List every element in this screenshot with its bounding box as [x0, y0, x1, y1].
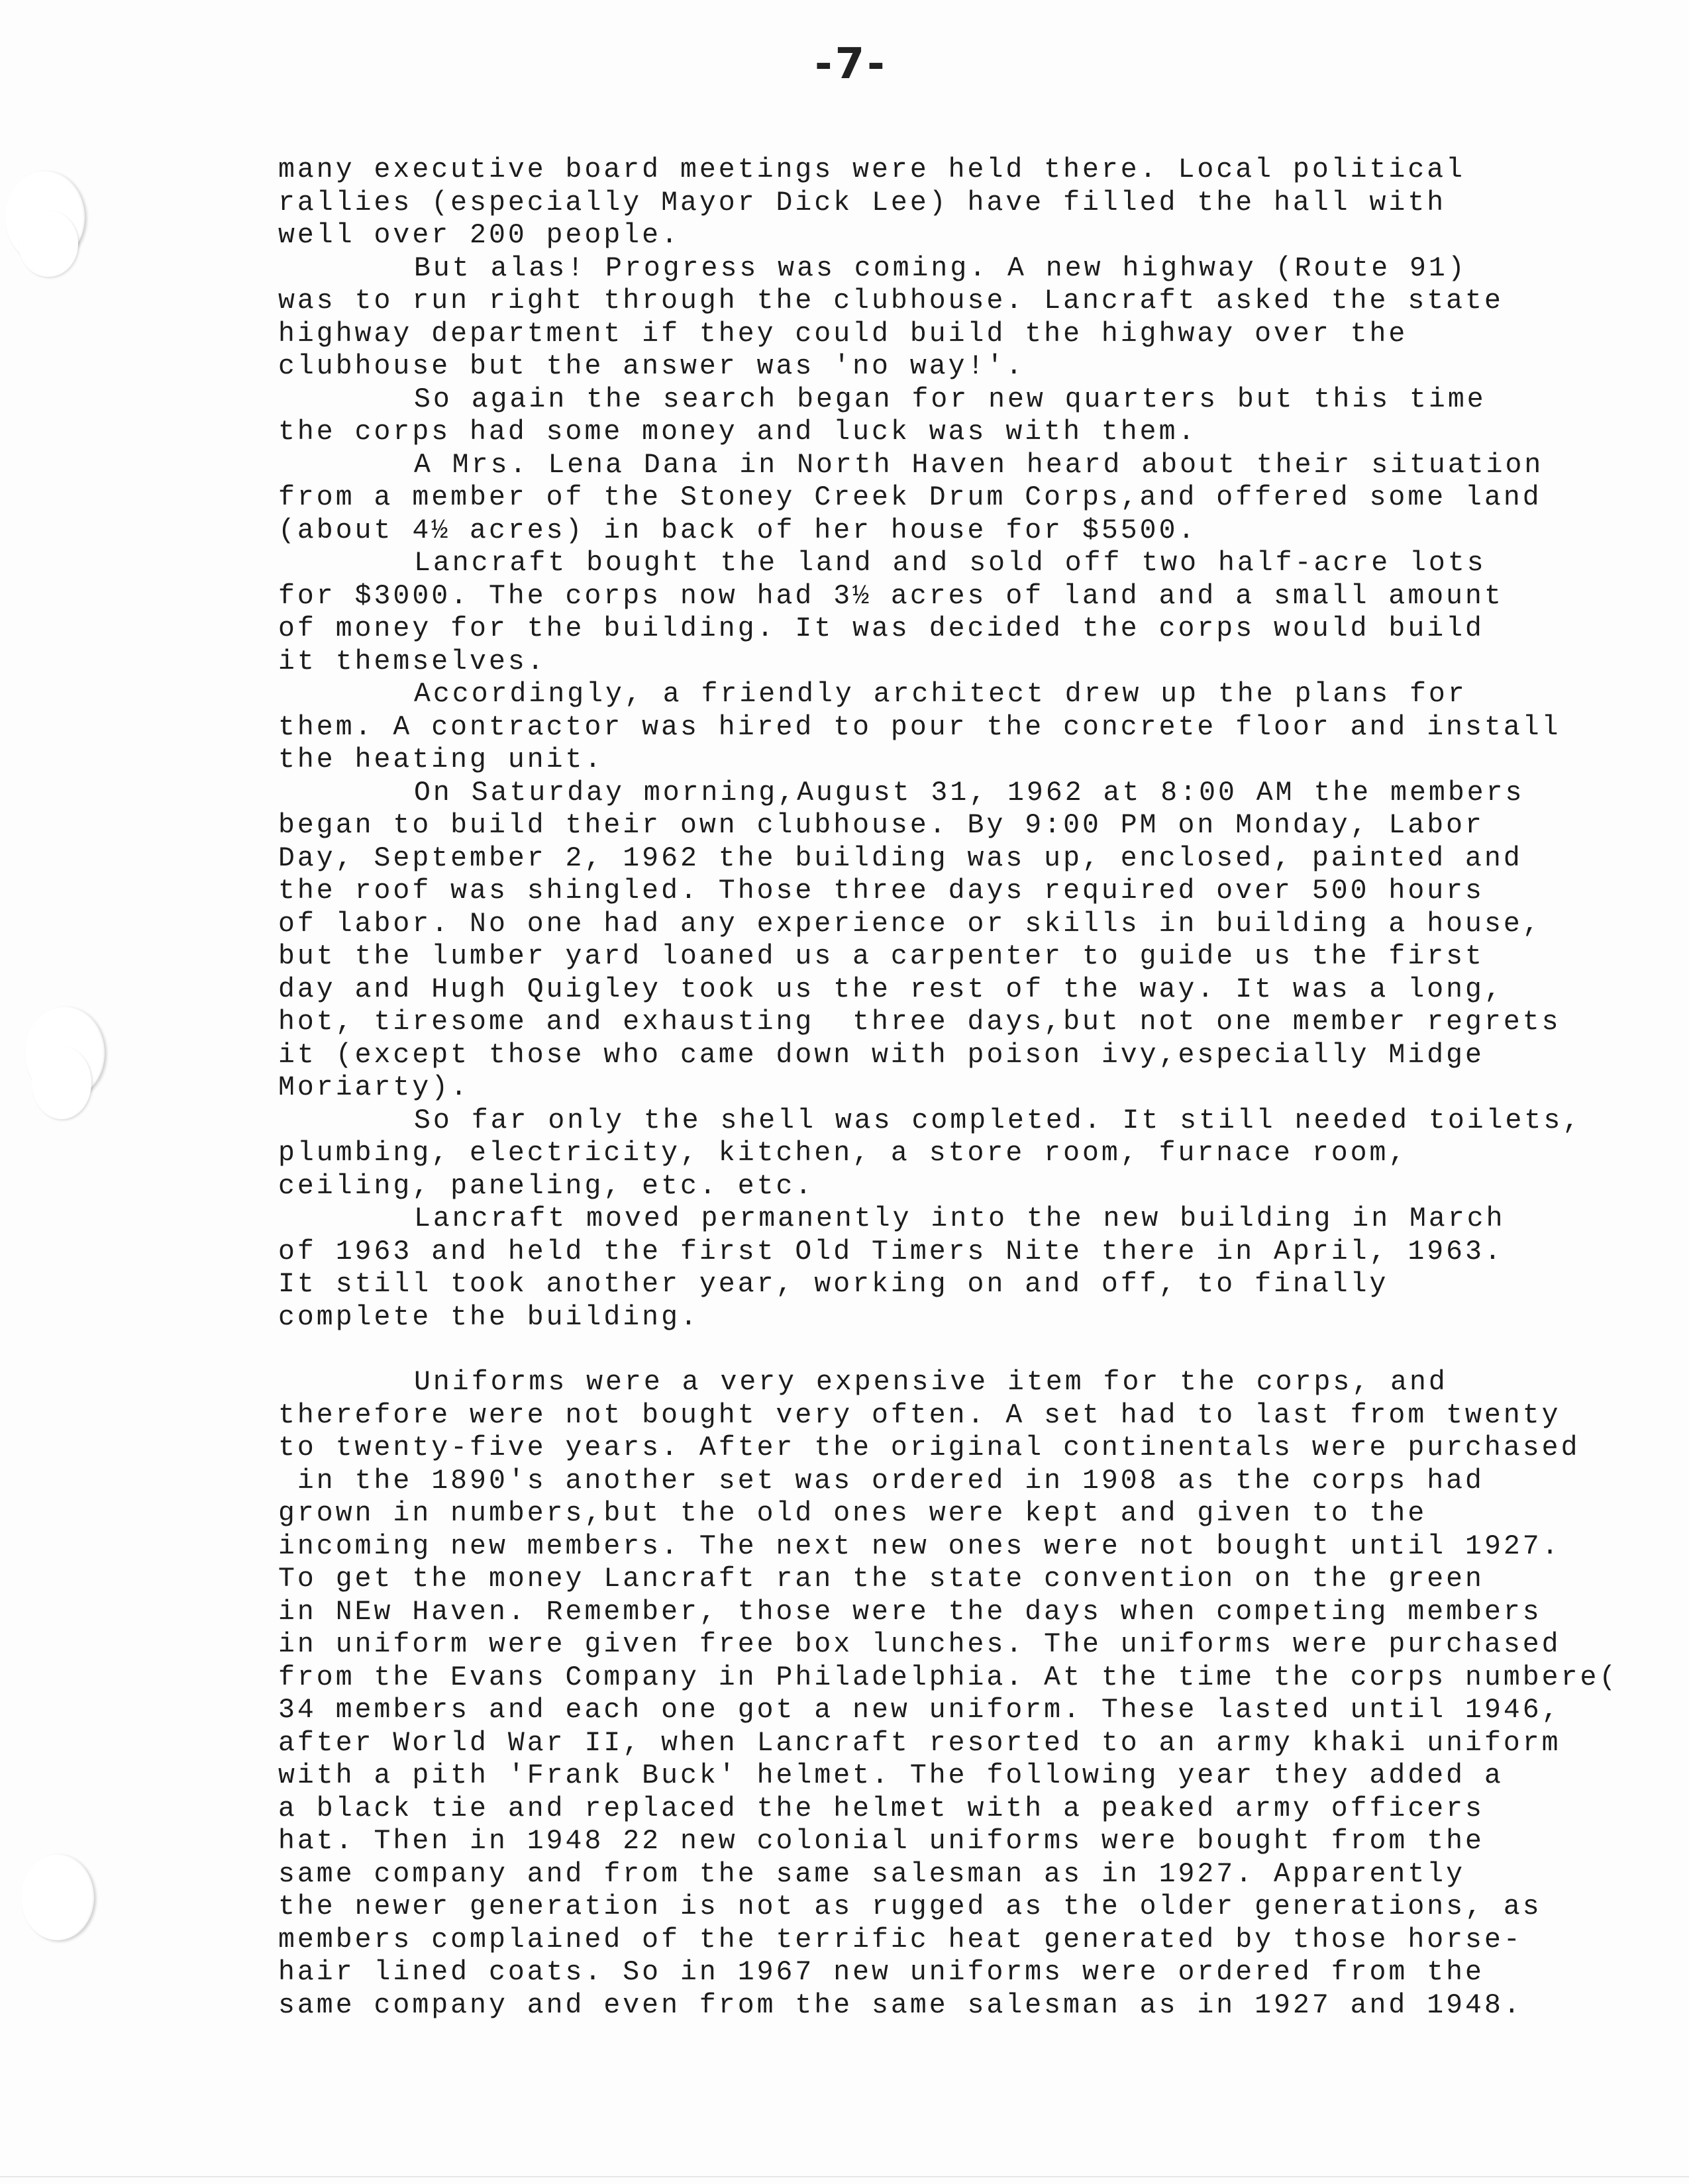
text-line: So again the search began for new quarters but this time [414, 383, 1486, 415]
text-line: Day, September 2, 1962 the building was up, enclosed, painted and [278, 842, 1523, 874]
text-line: of 1963 and held the first Old Timers Nite there in April, 1963. [278, 1236, 1504, 1267]
text-line: same company and even from the same salesman as in 1927 and 1948. [278, 1989, 1523, 2021]
text-line: complete the building. [278, 1301, 699, 1333]
binder-hole-top-shadow [19, 211, 78, 277]
text-line: A Mrs. Lena Dana in North Haven heard about their situation [414, 449, 1544, 481]
text-line: from a member of the Stoney Creek Drum Corps,and offered some land [278, 482, 1542, 513]
text-line: hair lined coats. So in 1967 new uniforms were ordered from the [278, 1957, 1484, 1988]
text-line: it themselves. [278, 646, 546, 677]
text-line: highway department if they could build the highway over the [278, 318, 1408, 350]
section-gap [278, 1334, 1643, 1366]
text-line: it (except those who came down with poison ivy,especially Midge [278, 1039, 1484, 1071]
text-line: therefore were not bought very often. A set had to last from twenty [278, 1399, 1561, 1431]
section-uniforms-history [278, 1366, 1643, 2022]
text-line: rallies (especially Mayor Dick Lee) have filled the hall with [278, 187, 1447, 219]
text-line: the roof was shingled. Those three days required over 500 hours [278, 875, 1484, 907]
text-line: the heating unit. [278, 744, 604, 775]
text-line: for $3000. The corps now had 3½ acres of land and a small amount [278, 580, 1504, 612]
text-line: of money for the building. It was decided the corps would build [278, 613, 1484, 644]
text-line: To get the money Lancraft ran the state convention on the green [278, 1564, 1484, 1595]
text-line: 34 members and each one got a new uniform. These lasted until 1946, [278, 1695, 1561, 1726]
text-line: in uniform were given free box lunches. The uniforms were purchased [278, 1629, 1561, 1660]
text-line: Moriarty). [278, 1072, 470, 1103]
text-line: grown in numbers,but the old ones were kept and given to the [278, 1498, 1427, 1529]
text-line: Lancraft bought the land and sold off two half-acre lots [414, 548, 1486, 579]
text-line: incoming new members. The next new ones were not bought until 1927. [278, 1530, 1561, 1562]
text-line: many executive board meetings were held there. Local political [278, 154, 1466, 185]
text-line: On Saturday morning,August 31, 1962 at 8:00 AM the members [414, 777, 1525, 809]
binder-hole-bottom [21, 1854, 94, 1940]
text-line: after World War II, when Lancraft resorted to an army khaki uniform [278, 1727, 1561, 1759]
binder-hole-middle-shadow [32, 1046, 91, 1119]
text-line: a black tie and replaced the helmet with a peaked army officers [278, 1793, 1484, 1824]
text-line: clubhouse but the answer was 'no way!'. [278, 351, 1025, 382]
page-bottom-edge [0, 2176, 1689, 2177]
text-line: (about 4½ acres) in back of her house for $5500. [278, 515, 1198, 546]
text-line: to twenty-five years. After the original continentals were purchased [278, 1432, 1580, 1464]
text-line: plumbing, electricity, kitchen, a store room, furnace room, [278, 1138, 1408, 1169]
text-line: But alas! Progress was coming. A new highway (Route 91) [414, 252, 1467, 284]
text-line: same company and from the same salesman as in 1927. Apparently [278, 1858, 1466, 1890]
text-line: them. A contractor was hired to pour the concrete floor and install [278, 711, 1561, 743]
text-line: Uniforms were a very expensive item for the corps, and [414, 1367, 1448, 1398]
text-line: but the lumber yard loaned us a carpenter to guide us the first [278, 941, 1484, 972]
text-line: members complained of the terrific heat generated by those horse- [278, 1924, 1523, 1956]
text-line: ceiling, paneling, etc. etc. [278, 1170, 815, 1202]
text-line: So far only the shell was completed. It still needed toilets, [414, 1105, 1582, 1136]
text-line: well over 200 people. [278, 220, 680, 251]
text-line: was to run right through the clubhouse. Lancraft asked the state [278, 285, 1504, 317]
text-line: began to build their own clubhouse. By 9:00 PM on Monday, Labor [278, 810, 1484, 841]
text-line: Accordingly, a friendly architect drew up the plans for [414, 679, 1467, 710]
text-line: of labor. No one had any experience or skills in building a house, [278, 908, 1542, 940]
text-line: Lancraft moved permanently into the new building in March [414, 1203, 1506, 1234]
text-line: the corps had some money and luck was with them. [278, 417, 1198, 448]
text-line: day and Hugh Quigley took us the rest of the way. It was a long, [278, 973, 1504, 1005]
text-line: hot, tiresome and exhausting three days,but not one member regrets [278, 1007, 1561, 1038]
text-line: with a pith 'Frank Buck' helmet. The following year they added a [278, 1760, 1504, 1791]
text-line: from the Evans Company in Philadelphia. At the time the corps numbere( [278, 1662, 1619, 1693]
document-body [278, 154, 1643, 2022]
section-clubhouse-history [278, 154, 1643, 1334]
text-line: the newer generation is not as rugged as the older generations, as [278, 1891, 1542, 1922]
page-number: -7- [815, 40, 888, 89]
text-line: in NEw Haven. Remember, those were the days when competing members [278, 1596, 1542, 1628]
text-line: hat. Then in 1948 22 new colonial uniforms were bought from the [278, 1826, 1484, 1857]
text-line: in the 1890's another set was ordered in 1908 as the corps had [278, 1465, 1484, 1497]
text-line: It still took another year, working on and off, to finally [278, 1269, 1389, 1300]
